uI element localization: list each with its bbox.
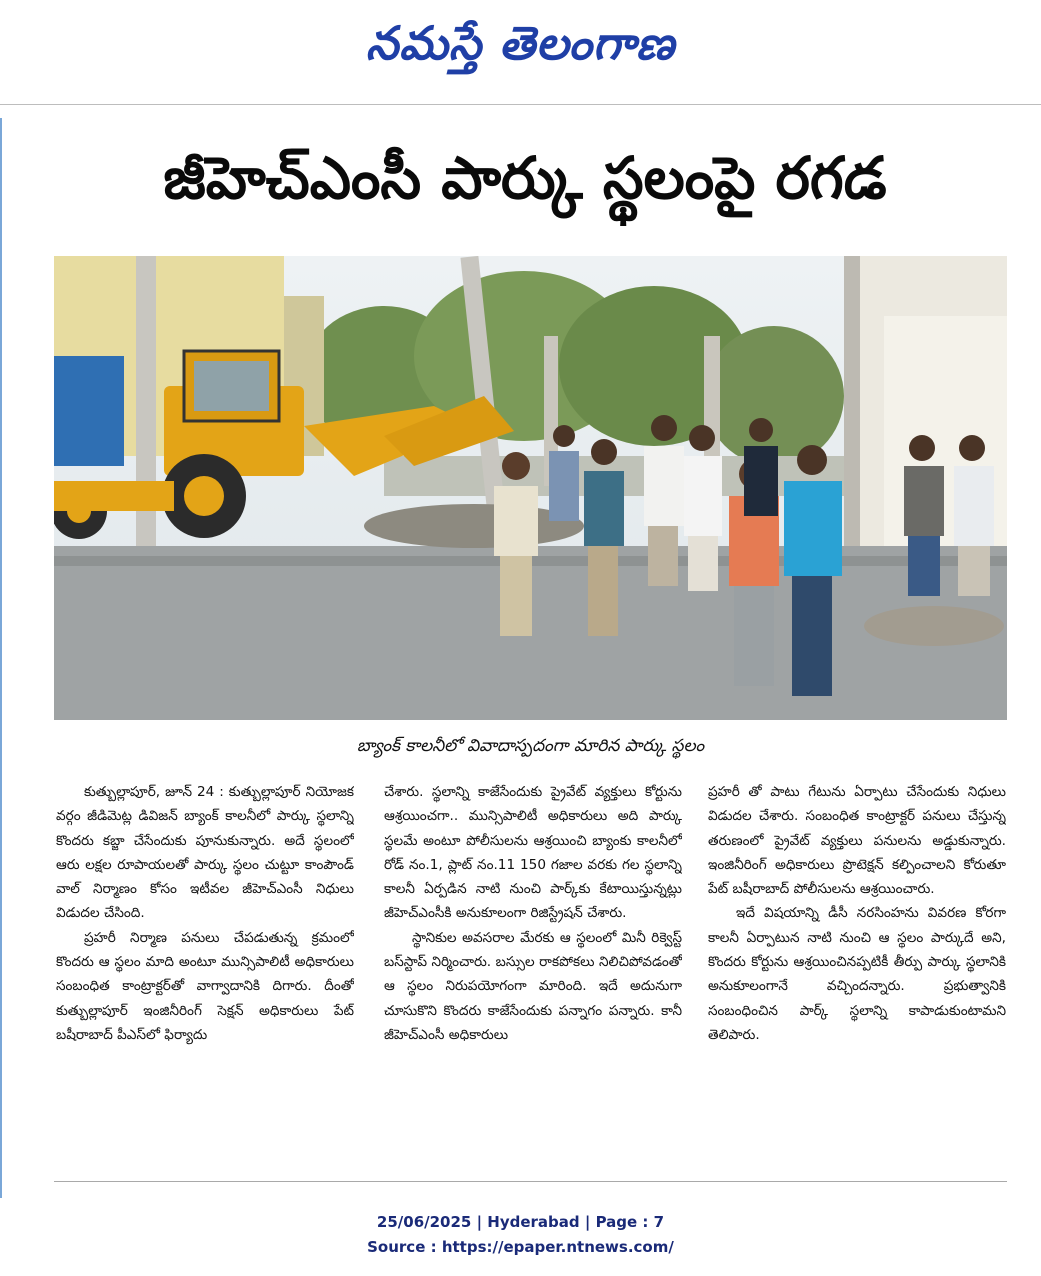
newspaper-masthead: నమస్తే తెలంగాణ: [365, 16, 676, 70]
page-edge-marker: [0, 118, 2, 1198]
news-photo: [54, 256, 1007, 720]
article-paragraph: స్థానికుల అవసరాల మేరకు ఆ స్థలంలో మినీ రిక్వెస్ట్ బస్‌స్టాప్ నిర్మించారు. బస్సుల రాకపోకలు నిలిచిపోవడంతో ఆ స్థలం నిరుపయోగంగా మారింది. ఇదే అదునుగా చూసుకొని కొందరు కాజేసేందుకు పన్నాగం పన్నారు. కానీ జీహెచ్‌ఎంసీ అధికారులు: [384, 929, 682, 1043]
photo-caption: బ్యాంక్ కాలనీలో వివాదాస్పదంగా మారిన పార్కు స్థలం: [356, 736, 705, 756]
footer-dateline: 25/06/2025 | Hyderabad | Page : 7: [376, 1213, 665, 1231]
page-footer: [0, 1210, 1041, 1260]
article-paragraph: ఇదే విషయాన్ని డీసీ నరసింహను వివరణ కోరగా కాలనీ ఏర్పాటున నాటి నుంచి ఆ స్థలం పార్కుదే అని, కొందరు కోర్టును ఆశ్రయించినప్పటికీ తీర్పు పార్కు స్థలానికి అనుకూలంగానే వచ్చిందన్నారు. ప్రభుత్వానికి సంబంధించిన పార్క్ స్థలాన్ని కాపాడుకుంటామని తెలిపారు.: [708, 905, 1006, 1043]
masthead-divider: [0, 104, 1041, 105]
article-body: [54, 780, 1007, 1172]
footer-divider: [54, 1181, 1007, 1182]
article-paragraph: ప్రహరీ తో పాటు గేటును ఏర్పాటు చేసేందుకు నిధులు విడుదల చేశారు. సంబంధిత కాంట్రాక్టర్ పనులు చేస్తున్న తరుణంలో ప్రైవేట్ వ్యక్తులు పనులను అడ్డుకున్నారు. ఇంజినీరింగ్ అధికారులు ప్రొటెక్షన్ కల్పించాలని కోరుతూ పేట్ బషీరాబాద్ పోలీసులను ఆశ్రయించారు.: [708, 784, 1006, 898]
article-column-1: [56, 780, 354, 1172]
article-column-2: [384, 780, 682, 1172]
news-photo-illustration: [54, 256, 1007, 720]
article-paragraph: ప్రహరీ నిర్మాణ పనులు చేపడుతున్న క్రమంలో కొందరు ఆ స్థలం మాది అంటూ మున్సిపాలిటీ అధికారులు సంబంధిత కాంట్రాక్టర్‌తో వాగ్వాదానికి దిగారు. దీంతో కుత్బుల్లాపూర్ ఇంజినీరింగ్ సెక్షన్ అధికారులు పేట్ బషీరాబాద్ పీఎస్‌లో ఫిర్యాదు: [56, 929, 354, 1043]
article-paragraph: కుత్బుల్లాపూర్, జూన్ 24 : కుత్బుల్లాపూర్ నియోజక వర్గం జీడిమెట్ల డివిజన్ బ్యాంక్ కాలనీలో పార్కు స్థలాన్ని కొందరు కబ్జా చేసేందుకు పూనుకున్నారు. అదే స్థలంలో ఆరు లక్షల రూపాయలతో పార్కు స్థలం చుట్టూ కాంపౌండ్ వాల్ నిర్మాణం కోసం ఇటీవల జీహెచ్‌ఎంసీ నిధులు విడుదల చేసింది.: [56, 784, 354, 922]
article-paragraph: చేశారు. స్థలాన్ని కాజేసేందుకు ప్రైవేట్ వ్యక్తులు కోర్టును ఆశ్రయించగా.. మున్సిపాలిటీ అధికారులు అది పార్కు స్థలమే అంటూ పోలీసులను ఆశ్రయించి బ్యాంకు కాలనీలో రోడ్ నం.1, ప్లాట్ నం.11 150 గజాల వరకు గల స్థలాన్ని కాలనీ ఏర్పడిన నాటి నుంచి పార్క్‌కు కేటాయిస్తున్నట్లు జీహెచ్‌ఎంసీకి అనుకూలంగా రిజిస్ట్రేషన్ చేశారు.: [384, 784, 682, 922]
footer-source-link[interactable]: Source : https://epaper.ntnews.com/: [367, 1238, 674, 1256]
article-headline: జీహెచ్‌ఎంసీ పార్కు స్థలంపై రగడ: [163, 144, 887, 212]
article-column-3: [708, 780, 1006, 1172]
